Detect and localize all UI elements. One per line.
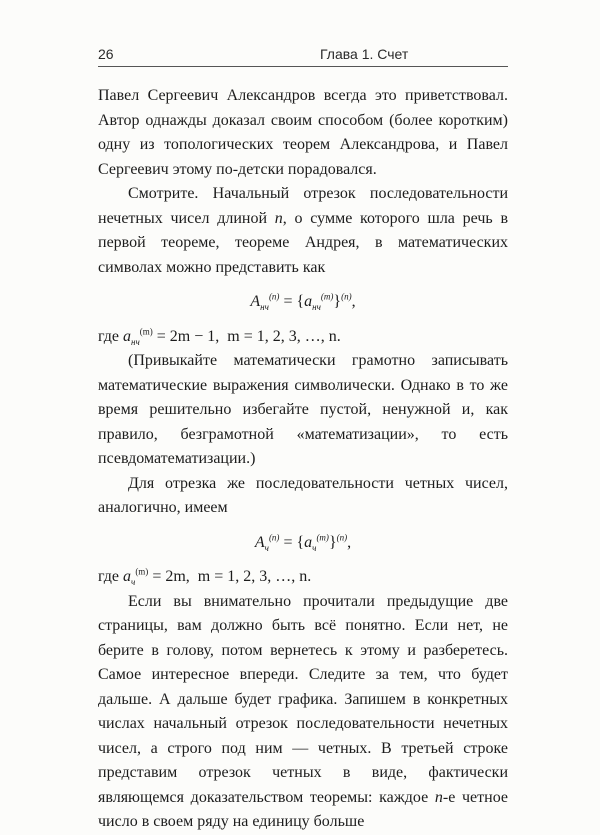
p2-n: n <box>274 209 283 227</box>
body-text <box>98 84 508 835</box>
p5-end: -е четное число в своем ряду на единицу больше <box>98 788 508 830</box>
formula-odd <box>98 290 508 315</box>
where-odd <box>98 325 508 350</box>
f1-base: A <box>250 293 261 310</box>
chapter-title: Глава 1. Счет <box>320 46 409 62</box>
p2-end: , о сумме которого шла речь в первой теореме, теореме Андрея, в математических символах можно представить как <box>98 209 509 276</box>
w1-sup: (m) <box>139 326 153 337</box>
f2-sub: ч <box>264 542 269 553</box>
page-number: 26 <box>98 46 114 62</box>
w1-range: m = 1, 2, 3, …, n. <box>227 327 341 345</box>
w2-prefix: где <box>98 568 124 585</box>
running-header <box>98 40 508 66</box>
f2-base: A <box>254 533 265 551</box>
f2-close-sup: (n) <box>336 532 348 543</box>
f2-inner-sup: (m) <box>316 532 329 543</box>
paragraph-1: Павел Сергеевич Александров всегда это приветствовал. Автор однажды доказал своим способом (более коротким) одну из топологических теорем Александрова, и Павел Сергеевич этому по-детски порадовался. <box>98 87 508 178</box>
w1-expr: = 2m − 1, <box>152 327 220 345</box>
p5-n: n <box>434 788 443 806</box>
f2-sup: (n) <box>268 532 280 543</box>
f1-tail: , <box>351 293 356 310</box>
w2-sub: ч <box>131 577 136 588</box>
w2-sup: (m) <box>135 566 149 577</box>
f2-close: } <box>328 533 337 551</box>
where-even <box>98 565 508 590</box>
f1-sub: нч <box>260 302 269 313</box>
f1-inner-base: a <box>304 293 313 310</box>
paragraph-4: Для отрезка же последовательности четных чисел, аналогично, имеем <box>98 474 508 516</box>
w1-prefix: где <box>98 327 124 345</box>
f2-inner-sub: ч <box>312 542 317 553</box>
w2-range: m = 1, 2, 3, …, n. <box>197 568 312 585</box>
f1-sup: (n) <box>268 291 280 302</box>
w2-base: a <box>123 568 132 585</box>
f1-eq: = { <box>279 293 305 310</box>
f2-tail: , <box>347 533 352 551</box>
p5-start: Если вы внимательно прочитали предыдущие две страницы, вам должно быть всё понятно. Если нет, не берите в голову, потом вернетесь к этому и разберетесь. Самое интересное впереди. Следите за тем, что будет дальше. А дальше будет графика. Запишем в конкретных числах начальный отрезок последовательности нечетных чисел, а строго под ним — четных. В третьей строке представим отрезок четных в виде, фактически являющемся доказательством теоремы: каждое <box>98 592 508 806</box>
f1-close: } <box>333 293 342 310</box>
formula-even <box>98 531 508 556</box>
paragraph-3: (Привыкайте математически грамотно записывать математические выражения символически. Однако в то же время решительно избегайте пустой, ненужной и, как правило, безграмотной «математизации», то есть псевдоматематизации.) <box>98 352 508 467</box>
f2-inner-base: a <box>304 533 313 551</box>
paragraph-2 <box>98 182 508 280</box>
paragraph-5 <box>98 590 508 835</box>
w1-base: a <box>123 327 132 345</box>
w1-sub: нч <box>131 336 140 347</box>
f1-inner-sub: нч <box>312 302 321 313</box>
header-rule <box>98 66 508 67</box>
w2-expr: = 2m, <box>148 568 190 585</box>
f1-close-sup: (n) <box>341 291 352 302</box>
f1-inner-sup: (m) <box>320 291 334 302</box>
f2-eq: = { <box>279 533 305 551</box>
p2-start: Смотрите. Начальный отрезок последовательности нечетных чисел длиной <box>98 185 508 227</box>
